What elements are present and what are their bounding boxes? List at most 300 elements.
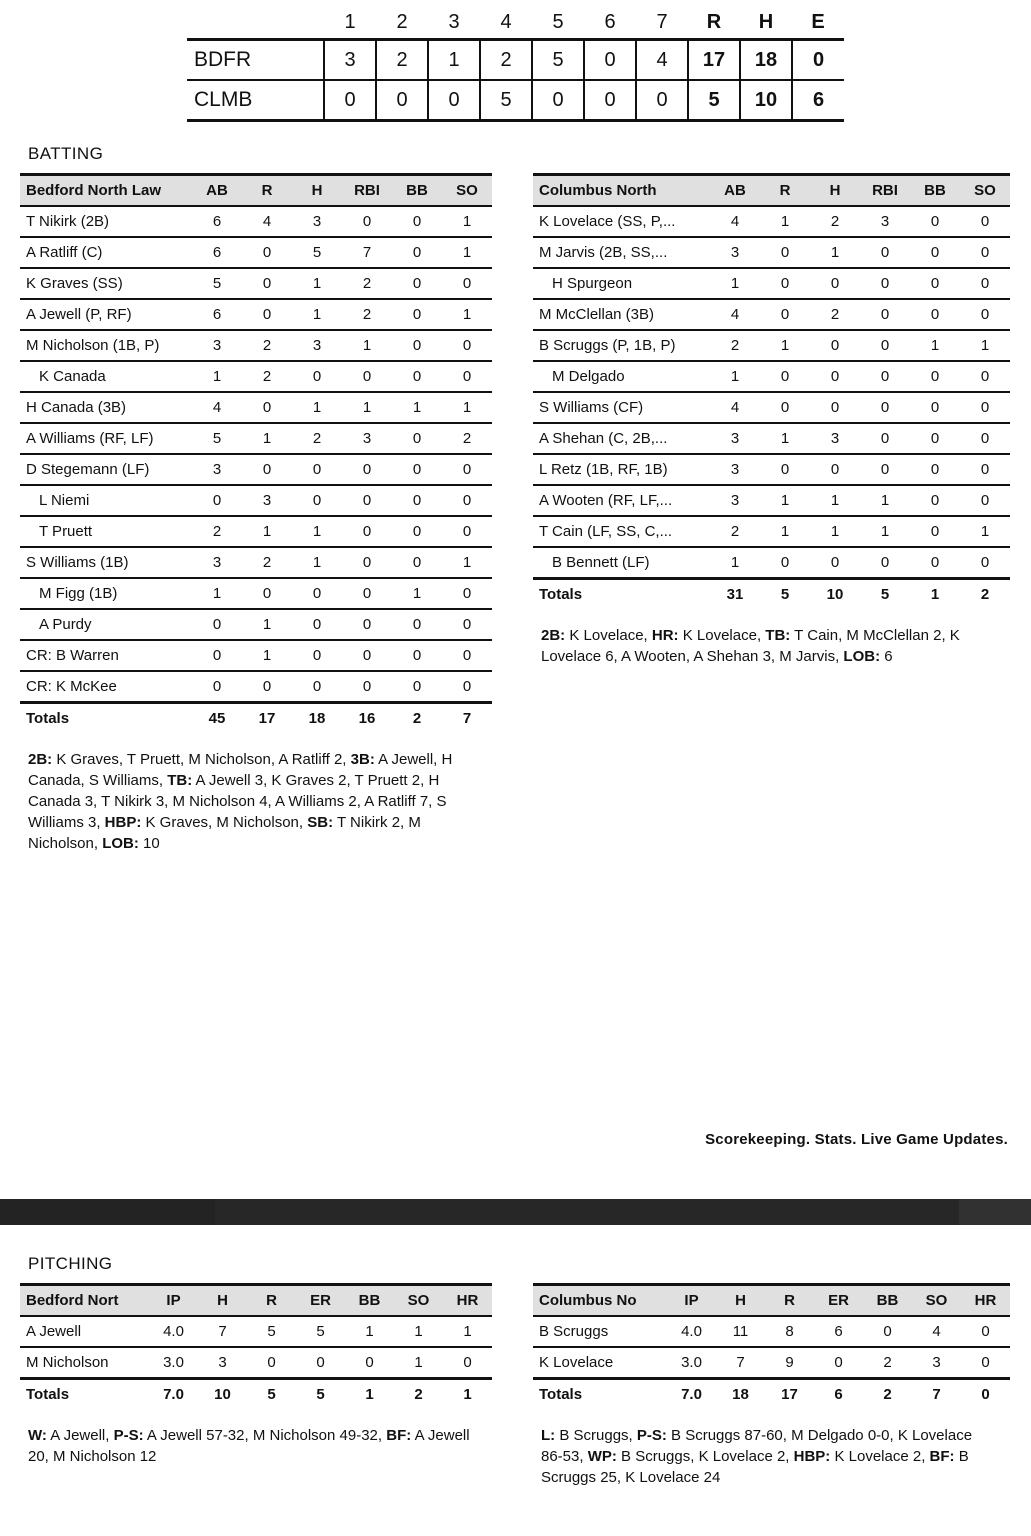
stat-cell: 1 (910, 330, 960, 361)
stat-cell: 0 (760, 268, 810, 299)
player-name-cell: M Nicholson (20, 1347, 149, 1379)
stat-cell: 3 (710, 454, 760, 485)
player-row (20, 1347, 492, 1379)
player-name-cell: A Purdy (20, 609, 192, 640)
pitching-table-home (20, 1283, 492, 1409)
totals-stat-cell: 7.0 (667, 1379, 716, 1410)
stat-cell: 0 (910, 423, 960, 454)
stat-cell: 1 (292, 392, 342, 423)
stat-cell: 1 (394, 1316, 443, 1347)
inning-score-cell: 3 (324, 40, 376, 81)
banner-segment (215, 1199, 959, 1225)
player-row (20, 578, 492, 609)
stat-cell: 0 (392, 268, 442, 299)
stat-cell: 0 (392, 237, 442, 268)
inning-score-cell: 0 (532, 80, 584, 121)
stat-cell: 0 (442, 361, 492, 392)
stat-column-header: HR (443, 1285, 492, 1317)
totals-stat-cell: 18 (292, 703, 342, 734)
stat-cell: 0 (242, 268, 292, 299)
stat-cell: 1 (442, 392, 492, 423)
player-name-cell: T Pruett (20, 516, 192, 547)
player-name-cell: L Retz (1B, RF, 1B) (533, 454, 710, 485)
stat-cell: 0 (442, 454, 492, 485)
stat-cell: 4 (912, 1316, 961, 1347)
pitching-section (20, 1254, 1010, 1488)
stat-cell: 0 (247, 1347, 296, 1379)
stat-cell: 8 (765, 1316, 814, 1347)
stat-column-header: R (242, 175, 292, 207)
player-row (533, 330, 1010, 361)
player-row (20, 299, 492, 330)
inning-score-cell: 0 (324, 80, 376, 121)
stat-cell: 0 (760, 237, 810, 268)
stat-column-header: SO (912, 1285, 961, 1317)
player-row (20, 423, 492, 454)
player-row (533, 392, 1010, 423)
stat-cell: 0 (910, 392, 960, 423)
player-row (533, 423, 1010, 454)
stat-cell: 1 (710, 268, 760, 299)
stat-cell: 0 (860, 268, 910, 299)
stat-cell: 2 (242, 361, 292, 392)
totals-stat-cell: 5 (860, 579, 910, 610)
player-name-cell: H Canada (3B) (20, 392, 192, 423)
inning-score-cell: 1 (428, 40, 480, 81)
stat-cell: 0 (860, 423, 910, 454)
pitching-notes-home: W: A Jewell, P-S: A Jewell 57-32, M Nicholson 49-32, BF: A Jewell 20, M Nicholson 12 (28, 1427, 470, 1465)
totals-stat-cell: 5 (247, 1379, 296, 1410)
player-name-cell: M Jarvis (2B, SS,... (533, 237, 710, 268)
totals-stat-cell: 6 (814, 1379, 863, 1410)
stat-cell: 0 (860, 392, 910, 423)
runs-cell: 17 (688, 40, 740, 81)
inning-score-cell: 5 (532, 40, 584, 81)
stat-cell: 0 (242, 578, 292, 609)
stat-cell: 0 (443, 1347, 492, 1379)
stat-cell: 0 (242, 671, 292, 703)
stat-cell: 0 (392, 454, 442, 485)
stat-cell: 3 (710, 485, 760, 516)
stat-cell: 0 (760, 299, 810, 330)
player-name-cell: M Figg (1B) (20, 578, 192, 609)
linescore-header-row (187, 7, 844, 40)
totals-label-cell: Totals (20, 703, 192, 734)
inning-score-cell: 0 (636, 80, 688, 121)
stat-cell: 5 (247, 1316, 296, 1347)
stat-cell: 0 (442, 268, 492, 299)
totals-stat-cell: 16 (342, 703, 392, 734)
stat-cell: 0 (392, 485, 442, 516)
stat-cell: 6 (192, 237, 242, 268)
stat-cell: 0 (910, 485, 960, 516)
player-row (20, 206, 492, 237)
linescore-rhe-header: E (811, 11, 825, 33)
stat-cell: 2 (863, 1347, 912, 1379)
stat-cell: 0 (960, 423, 1010, 454)
stat-cell: 1 (192, 578, 242, 609)
stat-column-header: SO (960, 175, 1010, 207)
stat-cell: 1 (810, 516, 860, 547)
totals-stat-cell: 5 (760, 579, 810, 610)
stat-cell: 5 (296, 1316, 345, 1347)
stat-cell: 0 (860, 299, 910, 330)
stat-cell: 6 (192, 299, 242, 330)
stat-cell: 1 (292, 547, 342, 578)
stat-cell: 1 (394, 1347, 443, 1379)
stat-cell: 0 (342, 516, 392, 547)
stat-cell: 11 (716, 1316, 765, 1347)
stat-cell: 0 (760, 361, 810, 392)
stat-cell: 0 (392, 547, 442, 578)
stat-cell: 0 (760, 547, 810, 579)
player-name-cell: A Jewell (20, 1316, 149, 1347)
stat-column-header: ER (814, 1285, 863, 1317)
inning-score-cell: 0 (376, 80, 428, 121)
stat-cell: 2 (192, 516, 242, 547)
stat-cell: 1 (392, 578, 442, 609)
stat-cell: 1 (760, 423, 810, 454)
stat-cell: 2 (810, 299, 860, 330)
note-stat-label: L: (541, 1427, 556, 1444)
stat-cell: 0 (442, 671, 492, 703)
footer-banner-strip (0, 1199, 1031, 1225)
stat-cell: 2 (242, 330, 292, 361)
stat-cell: 0 (810, 361, 860, 392)
inning-score-cell: 0 (584, 40, 636, 81)
stat-cell: 2 (710, 516, 760, 547)
stat-column-header: RBI (342, 175, 392, 207)
totals-stat-cell: 7.0 (149, 1379, 198, 1410)
stat-cell: 0 (863, 1316, 912, 1347)
stat-cell: 2 (710, 330, 760, 361)
player-name-cell: A Ratliff (C) (20, 237, 192, 268)
stat-cell: 0 (860, 361, 910, 392)
totals-label-cell: Totals (533, 579, 710, 610)
stat-cell: 1 (292, 268, 342, 299)
stat-column-header: R (247, 1285, 296, 1317)
stat-cell: 6 (814, 1316, 863, 1347)
stat-cell: 2 (810, 206, 860, 237)
totals-row (20, 1379, 492, 1410)
stat-cell: 0 (292, 671, 342, 703)
stat-cell: 6 (192, 206, 242, 237)
stat-cell: 1 (442, 547, 492, 578)
stat-cell: 0 (342, 206, 392, 237)
player-row (533, 547, 1010, 579)
stat-cell: 0 (442, 640, 492, 671)
stat-cell: 1 (292, 299, 342, 330)
stat-cell: 0 (392, 423, 442, 454)
promo-tagline: Scorekeeping. Stats. Live Game Updates. (705, 1131, 1008, 1148)
stat-column-header: H (810, 175, 860, 207)
player-row (20, 361, 492, 392)
stat-cell: 0 (442, 578, 492, 609)
stat-cell: 0 (342, 485, 392, 516)
note-stat-label: BF: (929, 1448, 955, 1465)
player-row (533, 268, 1010, 299)
inning-score-cell: 2 (376, 40, 428, 81)
stat-cell: 0 (392, 299, 442, 330)
batting-table-home (20, 173, 492, 733)
linescore (0, 7, 1031, 122)
player-name-cell: A Shehan (C, 2B,... (533, 423, 710, 454)
stat-cell: 0 (296, 1347, 345, 1379)
stat-cell: 4 (710, 299, 760, 330)
player-row (533, 485, 1010, 516)
stat-cell: 0 (345, 1347, 394, 1379)
stat-cell: 0 (810, 454, 860, 485)
team-name-header: Bedford North Law (20, 175, 192, 207)
note-stat-label: HBP: (793, 1448, 831, 1465)
linescore-table (187, 7, 844, 122)
player-name-cell: D Stegemann (LF) (20, 454, 192, 485)
stat-cell: 1 (810, 485, 860, 516)
player-name-cell: A Jewell (P, RF) (20, 299, 192, 330)
totals-stat-cell: 2 (863, 1379, 912, 1410)
stat-cell: 1 (242, 609, 292, 640)
stat-cell: 3 (860, 206, 910, 237)
stat-cell: 0 (960, 454, 1010, 485)
stat-cell: 0 (960, 485, 1010, 516)
batting-section (20, 144, 1010, 854)
note-stat-label: P-S: (636, 1427, 667, 1444)
stat-cell: 5 (192, 268, 242, 299)
player-row (533, 1347, 1010, 1379)
note-stat-label: WP: (587, 1448, 617, 1465)
player-row (20, 1316, 492, 1347)
stat-cell: 3 (710, 423, 760, 454)
stat-cell: 0 (910, 361, 960, 392)
stat-column-header: AB (710, 175, 760, 207)
player-name-cell: CR: K McKee (20, 671, 192, 703)
banner-segment (959, 1199, 1031, 1225)
stat-cell: 3 (198, 1347, 247, 1379)
stat-cell: 0 (910, 237, 960, 268)
player-name-cell: S Williams (CF) (533, 392, 710, 423)
stat-column-header: H (292, 175, 342, 207)
stat-cell: 1 (442, 206, 492, 237)
stat-cell: 0 (910, 454, 960, 485)
stat-cell: 0 (392, 640, 442, 671)
player-row (20, 547, 492, 578)
stat-cell: 4 (710, 392, 760, 423)
inning-score-cell: 4 (636, 40, 688, 81)
totals-label-cell: Totals (20, 1379, 149, 1410)
stat-cell: 0 (910, 516, 960, 547)
stat-cell: 1 (860, 516, 910, 547)
player-row (533, 237, 1010, 268)
stat-cell: 0 (910, 268, 960, 299)
stat-cell: 0 (242, 454, 292, 485)
player-name-cell: A Wooten (RF, LF,... (533, 485, 710, 516)
stat-cell: 3 (292, 206, 342, 237)
stat-column-header: AB (192, 175, 242, 207)
stat-cell: 0 (242, 299, 292, 330)
stat-cell: 3 (242, 485, 292, 516)
stat-cell: 0 (392, 206, 442, 237)
note-stat-label: W: (28, 1427, 47, 1444)
team-name-header: Columbus No (533, 1285, 667, 1317)
stat-cell: 0 (442, 485, 492, 516)
player-name-cell: T Cain (LF, SS, C,... (533, 516, 710, 547)
stat-cell: 1 (345, 1316, 394, 1347)
stat-cell: 0 (961, 1347, 1010, 1379)
stat-cell: 3.0 (149, 1347, 198, 1379)
stat-cell: 3 (192, 547, 242, 578)
stat-cell: 3.0 (667, 1347, 716, 1379)
totals-stat-cell: 18 (716, 1379, 765, 1410)
stat-cell: 3 (342, 423, 392, 454)
stat-cell: 0 (342, 671, 392, 703)
player-row (533, 516, 1010, 547)
stat-cell: 0 (910, 206, 960, 237)
stat-cell: 4 (710, 206, 760, 237)
stat-cell: 0 (442, 330, 492, 361)
totals-stat-cell: 1 (443, 1379, 492, 1410)
stat-cell: 3 (912, 1347, 961, 1379)
player-name-cell: A Williams (RF, LF) (20, 423, 192, 454)
stat-cell: 0 (910, 299, 960, 330)
linescore-inning-header: 4 (500, 11, 512, 33)
note-stat-label: 3B: (350, 751, 375, 768)
note-stat-label: TB: (765, 627, 791, 644)
stat-cell: 0 (292, 361, 342, 392)
stat-cell: 0 (760, 392, 810, 423)
player-name-cell: T Nikirk (2B) (20, 206, 192, 237)
stat-cell: 0 (192, 671, 242, 703)
player-row (20, 485, 492, 516)
stat-cell: 1 (760, 516, 810, 547)
stat-cell: 0 (961, 1316, 1010, 1347)
stat-cell: 0 (342, 361, 392, 392)
stat-column-header: RBI (860, 175, 910, 207)
team-abbr-cell: CLMB (187, 80, 324, 121)
stat-cell: 0 (960, 206, 1010, 237)
stat-column-header: BB (392, 175, 442, 207)
stat-cell: 0 (960, 361, 1010, 392)
stat-cell: 0 (392, 671, 442, 703)
player-name-cell: M Delgado (533, 361, 710, 392)
player-name-cell: K Canada (20, 361, 192, 392)
player-name-cell: K Lovelace (SS, P,... (533, 206, 710, 237)
errors-cell: 0 (792, 40, 844, 81)
player-row (20, 671, 492, 703)
stat-cell: 0 (342, 609, 392, 640)
team-name-header: Columbus North (533, 175, 710, 207)
note-stat-label: P-S: (113, 1427, 144, 1444)
stat-cell: 0 (392, 516, 442, 547)
stat-column-header: R (765, 1285, 814, 1317)
stat-cell: 4 (242, 206, 292, 237)
note-stat-label: LOB: (843, 648, 881, 665)
player-row (20, 640, 492, 671)
stat-column-header: BB (863, 1285, 912, 1317)
player-name-cell: L Niemi (20, 485, 192, 516)
note-stat-label: HBP: (104, 814, 142, 831)
hits-cell: 18 (740, 40, 792, 81)
stat-column-header: HR (961, 1285, 1010, 1317)
stat-cell: 1 (760, 206, 810, 237)
stat-cell: 4.0 (149, 1316, 198, 1347)
stat-column-header: BB (345, 1285, 394, 1317)
totals-stat-cell: 45 (192, 703, 242, 734)
stat-column-header: ER (296, 1285, 345, 1317)
note-stat-label: TB: (167, 772, 193, 789)
batting-notes-away: 2B: K Lovelace, HR: K Lovelace, TB: T Cain, M McClellan 2, K Lovelace 6, A Wooten, A Shehan 3, M Jarvis, LOB: 6 (541, 627, 960, 665)
stat-cell: 0 (442, 516, 492, 547)
stat-column-header: H (716, 1285, 765, 1317)
totals-stat-cell: 2 (392, 703, 442, 734)
note-stat-label: 2B: (541, 627, 566, 644)
player-row (20, 609, 492, 640)
stat-cell: 0 (810, 547, 860, 579)
totals-row (20, 703, 492, 734)
stat-cell: 1 (810, 237, 860, 268)
totals-stat-cell: 10 (198, 1379, 247, 1410)
stat-column-header: H (198, 1285, 247, 1317)
stat-cell: 0 (810, 330, 860, 361)
stat-cell: 0 (960, 299, 1010, 330)
stat-cell: 0 (342, 454, 392, 485)
stat-cell: 1 (760, 485, 810, 516)
runs-cell: 5 (688, 80, 740, 121)
stat-cell: 1 (760, 330, 810, 361)
stat-column-header: SO (442, 175, 492, 207)
totals-stat-cell: 31 (710, 579, 760, 610)
totals-stat-cell: 7 (912, 1379, 961, 1410)
stat-cell: 1 (710, 361, 760, 392)
team-abbr-cell: BDFR (187, 40, 324, 81)
player-row (20, 392, 492, 423)
stat-cell: 1 (342, 392, 392, 423)
player-name-cell: K Graves (SS) (20, 268, 192, 299)
stat-cell: 3 (192, 330, 242, 361)
inning-score-cell: 0 (584, 80, 636, 121)
totals-stat-cell: 17 (765, 1379, 814, 1410)
totals-stat-cell: 10 (810, 579, 860, 610)
totals-stat-cell: 2 (394, 1379, 443, 1410)
stat-cell: 0 (192, 640, 242, 671)
note-stat-label: LOB: (102, 835, 139, 852)
stat-cell: 1 (292, 516, 342, 547)
stat-cell: 0 (292, 485, 342, 516)
stat-cell: 0 (292, 578, 342, 609)
stat-cell: 0 (242, 237, 292, 268)
stat-cell: 0 (960, 547, 1010, 579)
stat-cell: 0 (960, 268, 1010, 299)
stat-cell: 1 (342, 330, 392, 361)
stat-cell: 0 (192, 609, 242, 640)
pitching-table-away (533, 1283, 1010, 1409)
stat-cell: 3 (810, 423, 860, 454)
batting-table-away (533, 173, 1010, 609)
totals-stat-cell: 7 (442, 703, 492, 734)
hits-cell: 10 (740, 80, 792, 121)
stat-cell: 5 (192, 423, 242, 454)
stat-cell: 3 (710, 237, 760, 268)
linescore-inning-header: 2 (396, 11, 408, 33)
totals-stat-cell: 2 (960, 579, 1010, 610)
player-name-cell: M Nicholson (1B, P) (20, 330, 192, 361)
stat-cell: 3 (292, 330, 342, 361)
stat-cell: 0 (292, 454, 342, 485)
stat-cell: 2 (342, 299, 392, 330)
totals-stat-cell: 1 (910, 579, 960, 610)
player-row (533, 206, 1010, 237)
stat-cell: 1 (960, 516, 1010, 547)
stat-cell: 0 (860, 237, 910, 268)
